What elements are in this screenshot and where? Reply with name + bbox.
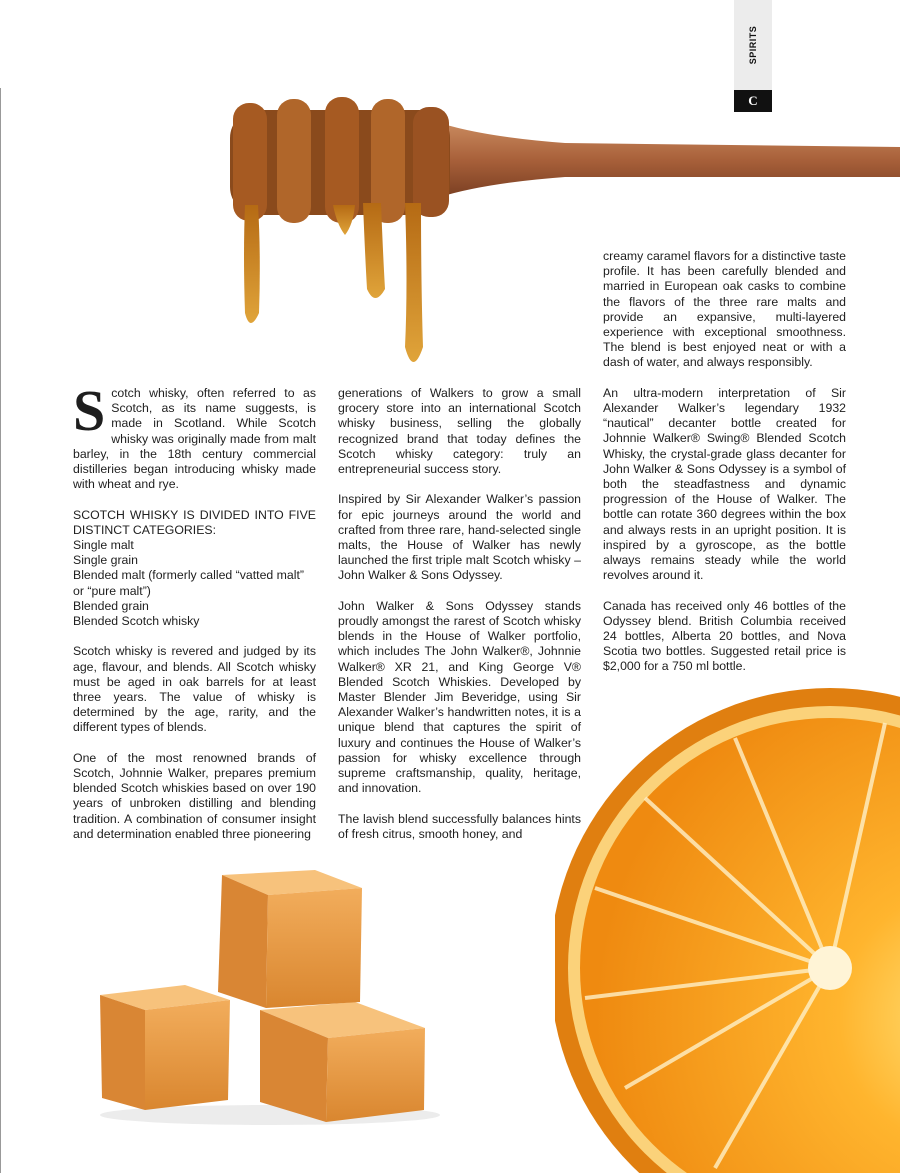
section-tab xyxy=(734,0,772,90)
decanter-paragraph: An ultra-modern interpretation of Sir Alexander Walker’s legendary 1932 “nautical” decanter bottle created for Johnnie Walker® Swing® Blended Scotch Whisky, the crystal-grade glass decanter for John Walker & Sons Odyssey is a symbol of both the steadfastness and dynamic progression of the House of Walker. The bottle can rotate 360 degrees within the box and always rests in an upright position. It is inspired by a gyroscope, as the bottle always remains steady while the world revolves around it. xyxy=(603,385,846,583)
aging-paragraph: Scotch whisky is revered and judged by its age, flavour, and blends. All Scotch whisky must be aged in oak barrels for at least three years. The value of whisky is determined by the age, rarity, and the different types of blends. xyxy=(73,644,316,735)
list-item: Blended grain xyxy=(73,598,149,613)
categories-heading: SCOTCH WHISKY IS DIVIDED INTO FIVE DISTINCT CATEGORIES: xyxy=(73,507,316,537)
left-margin-rule xyxy=(0,88,1,1173)
flavor-paragraph: creamy caramel flavors for a distinctive taste profile. It has been carefully blended and married in European oak casks to combine the flavors of the three rare malts and provide an expansive, multi-layered experience with exceptional smoothness. The blend is best enjoyed neat or with a dash of water, and always responsibly. xyxy=(603,249,846,370)
odyssey-paragraph: John Walker & Sons Odyssey stands proudly amongst the rarest of Scotch whisky blends in the House of Walker portfolio, which includes The John Walker®, Johnnie Walker® XR 21, and King George V® Blended Scotch Whiskies. Developed by Master Blender Jim Beveridge, using Sir Alexander Walker’s handwritten notes, it is a unique blend that captures the spirit of luxury and continues the House of Walker’s passion for whisky excellence through supreme craftsmanship, quality, heritage, and innovation. xyxy=(338,598,581,796)
history-paragraph: generations of Walkers to grow a small grocery store into an international Scotch whisky business, selling the globally recognized brand that today defines the Scotch whisky category: truly an entrepreneurial success story. xyxy=(338,386,581,477)
blend-paragraph: The lavish blend successfully balances hints of fresh citrus, smooth honey, and xyxy=(338,811,581,841)
list-item: Single grain xyxy=(73,553,138,568)
column-3 xyxy=(603,249,846,675)
orange-slice-image xyxy=(555,668,900,1173)
canada-paragraph: Canada has received only 46 bottles of the Odyssey blend. British Columbia received 24 bottles, Alberta 20 bottles, and Nova Scotia two bottles. Suggested retail price is $2,000 for a 750 ml bottle. xyxy=(603,598,846,674)
column-1 xyxy=(73,378,316,842)
list-item: Single malt xyxy=(73,538,134,553)
section-letter-badge: C xyxy=(734,90,772,112)
intro-paragraph: cotch whisky, often referred to as Scotch, as its name suggests, is made in Scotland. While Scotch whisky was originally made from malt barley, in the 18th century commercial distilleries began introducing whisky made with wheat and rye. xyxy=(73,386,316,492)
inspiration-paragraph: Inspired by Sir Alexander Walker’s passion for epic journeys around the world and crafted from three rare, hand-selected single malts, the House of Walker has newly launched the first triple malt Scotch whisky – John Walker & Sons Odyssey. xyxy=(338,492,581,583)
column-2 xyxy=(338,386,581,842)
list-item: Blended malt (formerly called “vatted malt” or “pure malt”) xyxy=(73,568,304,598)
list-item: Blended Scotch whisky xyxy=(73,614,200,629)
brand-paragraph: One of the most renowned brands of Scotch, Johnnie Walker, prepares premium blended Scotch whiskies based on over 190 years of unbroken distilling and blending tradition. A combination of consumer insight and determination enabled three pioneering xyxy=(73,750,316,841)
caramel-cubes-image xyxy=(90,860,450,1130)
categories-list xyxy=(73,538,316,629)
section-label: SPIRITS xyxy=(748,25,758,65)
drop-cap: S xyxy=(73,378,106,443)
